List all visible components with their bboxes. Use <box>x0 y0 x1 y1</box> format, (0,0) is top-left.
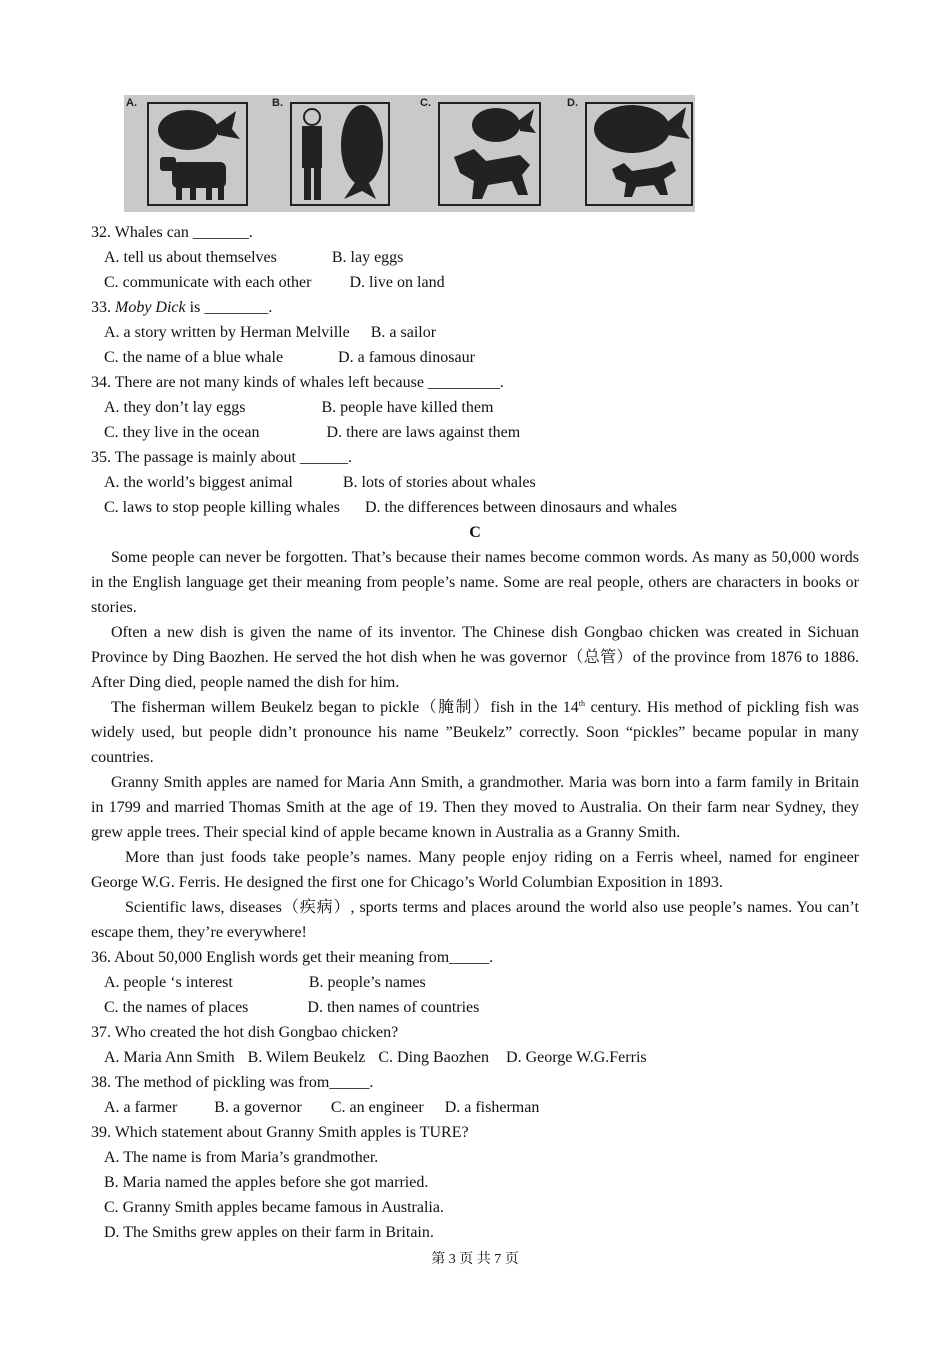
question-36-options-cd <box>91 995 859 1020</box>
question-39-stem: 39. Which statement about Granny Smith apples is TURE? <box>91 1124 469 1141</box>
question-33-options-ab <box>91 320 859 345</box>
option-a: A. people ‘s interest <box>104 974 233 991</box>
cow-icon <box>160 157 226 200</box>
option-d: D. the differences between dinosaurs and whales <box>364 499 678 516</box>
option-a: A. a story written by Herman Melville <box>104 324 350 341</box>
option-b: B. lots of stories about whales <box>342 474 536 491</box>
question-32-options-cd <box>91 270 859 295</box>
option-a: A. the world’s biggest animal <box>104 474 293 491</box>
option-a: A. Maria Ann Smith <box>104 1049 235 1066</box>
question-37-stem: 37. Who created the hot dish Gongbao chicken? <box>91 1024 399 1041</box>
dinosaur-icon <box>612 161 676 197</box>
figure-label-d: D. <box>567 97 578 109</box>
figure-label-b: B. <box>272 97 283 109</box>
option-b: B. Wilem Beukelz <box>247 1049 366 1066</box>
option-a: A. The name is from Maria’s grandmother. <box>104 1149 379 1166</box>
figure-label-a: A. <box>126 97 137 109</box>
option-c: C. laws to stop people killing whales <box>104 499 340 516</box>
whale-icon <box>472 108 536 142</box>
option-d: D. a fisherman <box>444 1099 540 1116</box>
passage-paragraph-1: Some people can never be forgotten. That’s because their names become common words. As many as 50,000 words in the English language get their meaning from people’s name. Some are real people, others are characters in books or stories. <box>91 549 859 616</box>
option-c: C. Ding Baozhen <box>378 1049 490 1066</box>
person-icon <box>302 109 322 200</box>
page-number-footer: 第 3 页 共 7 页 <box>431 1252 519 1267</box>
passage-paragraph-6: Scientific laws, diseases（疾病）, sports terms and places around the world also use people’s names. You can’t escape them, they’re everywhere! <box>91 899 859 941</box>
question-34-stem: 34. There are not many kinds of whales left because _________. <box>91 374 504 391</box>
dinosaur-icon <box>454 149 530 199</box>
section-heading: C <box>469 524 481 541</box>
whale-icon <box>594 105 690 153</box>
option-a: A. they don’t lay eggs <box>104 399 246 416</box>
option-c: C. they live in the ocean <box>104 424 260 441</box>
question-37-options <box>91 1045 859 1070</box>
question-36-options-ab <box>91 970 859 995</box>
option-a: A. a farmer <box>104 1099 178 1116</box>
option-d: D. The Smiths grew apples on their farm in Britain. <box>104 1224 434 1241</box>
option-b: B. a governor <box>214 1099 302 1116</box>
question-32-options-ab <box>91 245 859 270</box>
passage-paragraph-5: More than just foods take people’s names. Many people enjoy riding on a Ferris wheel, named for engineer George W.G. Ferris. He designed the first one for Chicago’s World Columbian Exposition in 1893. <box>91 849 859 891</box>
figure-label-c: C. <box>420 97 431 109</box>
passage-paragraph-3: The fisherman willem Beukelz began to pickle（腌制）fish in the 14th century. His method of pickling fish was widely used, but people didn’t pronounce his name ”Beukelz” correctly. Soon “pickles” became popular in many countries. <box>91 699 859 766</box>
option-b: B. Maria named the apples before she got married. <box>104 1174 429 1191</box>
question-36-stem: 36. About 50,000 English words get their meaning from_____. <box>91 949 494 966</box>
option-d: D. live on land <box>349 274 445 291</box>
option-b: B. lay eggs <box>331 249 404 266</box>
question-35-stem: 35. The passage is mainly about ______. <box>91 449 352 466</box>
option-c: C. the names of places <box>104 999 249 1016</box>
option-d: D. a famous dinosaur <box>338 349 475 366</box>
option-d: D. then names of countries <box>307 999 480 1016</box>
option-b: B. people’s names <box>308 974 426 991</box>
option-a: A. tell us about themselves <box>104 249 277 266</box>
option-c: C. the name of a blue whale <box>104 349 284 366</box>
exam-page-content <box>91 220 859 1245</box>
option-c: C. an engineer <box>330 1099 424 1116</box>
question-34-options-cd <box>91 420 859 445</box>
question-38-stem: 38. The method of pickling was from_____. <box>91 1074 374 1091</box>
option-d: D. there are laws against them <box>326 424 521 441</box>
passage-paragraph-4: Granny Smith apples are named for Maria Ann Smith, a grandmother. Maria was born into a farm family in Britain in 1799 and married Thomas Smith at the age of 19. Then they moved to Australia. On their farm near Sydney, they grew apple trees. Their special kind of apple became known in Australia as a Granny Smith. <box>91 774 859 841</box>
option-c: C. Granny Smith apples became famous in Australia. <box>104 1199 444 1216</box>
whale-comparison-figure <box>124 95 695 212</box>
question-35-options-cd <box>91 495 859 520</box>
option-d: D. George W.G.Ferris <box>506 1049 647 1066</box>
option-b: B. people have killed them <box>321 399 494 416</box>
question-34-options-ab <box>91 395 859 420</box>
whale-icon <box>341 105 383 199</box>
option-c: C. communicate with each other <box>104 274 312 291</box>
whale-icon <box>158 110 240 150</box>
question-35-options-ab <box>91 470 859 495</box>
option-b: B. a sailor <box>370 324 437 341</box>
passage-paragraph-2: Often a new dish is given the name of its inventor. The Chinese dish Gongbao chicken was created in Sichuan Province by Ding Baozhen. He served the hot dish when he was governor（总管）of the province from 1876 to 1886. After Ding died, people named the dish for him. <box>91 624 859 691</box>
question-32-stem: 32. Whales can _______. <box>91 224 253 241</box>
question-38-options <box>91 1095 859 1120</box>
book-title: Moby Dick <box>115 299 186 316</box>
question-33-stem: 33. Moby Dick is ________. <box>91 299 273 316</box>
question-33-options-cd <box>91 345 859 370</box>
